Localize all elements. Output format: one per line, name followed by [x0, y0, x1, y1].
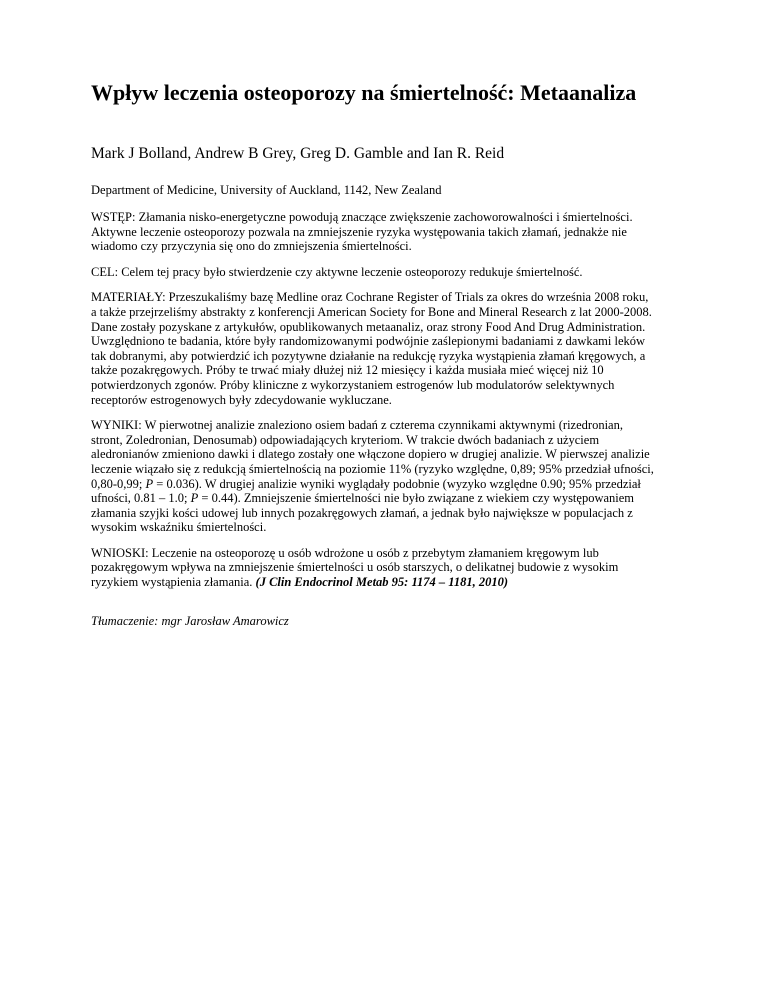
materials-line: Dane zostały pozyskane z artykułów, opublikowanych metaanaliz, oraz strony Food And Drug Administration. — [91, 319, 646, 334]
authors-line: Mark J Bolland, Andrew B Grey, Greg D. Gamble and Ian R. Reid — [91, 145, 505, 162]
document-page — [91, 80, 691, 629]
results-line: stront, Zoledronian, Denosumab) odpowiadających kryteriom. W trakcie dwóch badaniach z użyciem — [91, 432, 600, 447]
intro-paragraph — [91, 210, 691, 254]
materials-paragraph — [91, 290, 691, 407]
materials-line: receptorów estrogenowych były zdecydowanie wykluczane. — [91, 392, 392, 407]
aim-paragraph — [91, 265, 691, 280]
results-line: wysokim wskaźniku śmiertelności. — [91, 520, 267, 535]
conclusions-line: pozakręgowym wpływa na zmniejszenie śmiertelności u osób starszych, o delikatnej budowie z wysokim — [91, 560, 619, 575]
results-line: leczenie wiązało się z redukcją śmiertelnością na poziomie 11% (ryzyko względne, 0,89; 95% przedział ufności, — [91, 461, 654, 476]
results-text: ufności, 0.81 – 1.0; — [91, 491, 191, 506]
document-title: Wpływ leczenia osteoporozy na śmiertelność: Metaanaliza — [91, 80, 637, 105]
materials-line: potwierdzonych zgonów. Próby kliniczne z wykorzystaniem estrogenów lub modulatorów selektywnych — [91, 377, 615, 392]
results-line: złamania szyjki kości udowej lub innych pozakręgowych złamań, a jednak było największe w populacjach z — [91, 505, 633, 520]
results-line: WYNIKI: W pierwotnej analizie znaleziono osiem badań z czterema czynnikami aktywnymi (rizedronian, — [91, 418, 623, 433]
conclusions-line — [91, 575, 691, 590]
results-paragraph — [91, 418, 691, 535]
results-line: aledronianów zmieniono dawki i dlatego zostały one włączone dopiero w drugiej analizie. W pierwszej analizie — [91, 447, 650, 462]
conclusions-text: ryzykiem wystąpienia złamania. — [91, 575, 256, 590]
journal-citation: (J Clin Endocrinol Metab 95: 1174 – 1181, 2010) — [255, 575, 508, 590]
results-line — [91, 477, 691, 492]
intro-line: WSTĘP: Złamania nisko-energetyczne powodują znaczące zwiększenie zachoworowalności i śmiertelności. — [91, 210, 633, 224]
affiliation-line: Department of Medicine, University of Auckland, 1142, New Zealand — [91, 183, 442, 197]
materials-line: także pozakręgowych. Próby te trwać miały dłużej niż 12 miesięcy i każda musiała mieć więcej niż 10 — [91, 363, 604, 378]
materials-line: MATERIAŁY: Przeszukaliśmy bazę Medline oraz Cochrane Register of Trials za okres do września 2008 roku, — [91, 290, 649, 305]
intro-line: wiadomo czy przyczynia się ono do zmniejszenia śmiertelności. — [91, 239, 412, 254]
aim-line: CEL: Celem tej pracy było stwierdzenie czy aktywne leczenie osteoporozy redukuje śmiertelność. — [91, 264, 583, 279]
p-value-symbol: P — [145, 476, 154, 491]
conclusions-line: WNIOSKI: Leczenie na osteoporozę u osób wdrożone u osób z przebytym złamaniem kręgowym lub — [91, 545, 599, 560]
intro-line: Aktywne leczenie osteoporozy pozwala na zmniejszenie ryzyka występowania takich złamań, jednakże nie — [91, 224, 627, 239]
materials-line: Uwzględniono te badania, które były randomizowanymi podwójnie zaślepionymi badaniami z dawkami leków — [91, 334, 646, 349]
results-text: 0,80-0,99; — [91, 476, 146, 491]
materials-line: a także przejrzeliśmy abstrakty z konferencji American Society for Bone and Mineral Research z lat 2000-2008. — [91, 304, 652, 319]
translator-credit: Tłumaczenie: mgr Jarosław Amarowicz — [91, 613, 289, 628]
results-line — [91, 491, 691, 506]
p-value-symbol: P — [190, 491, 199, 506]
results-text: = 0.036). W drugiej analizie wyniki wyglądały podobnie (wyzyko względne 0.90; 95% przedział — [153, 476, 641, 491]
materials-line: tak dobranymi, aby potwierdzić ich pozytywne działanie na redukcję ryzyka wystąpienia złamań kręgowych, a — [91, 348, 646, 363]
results-text: = 0.44). Zmniejszenie śmiertelności nie było związane z wiekiem czy występowaniem — [198, 491, 635, 506]
conclusions-paragraph — [91, 546, 691, 590]
